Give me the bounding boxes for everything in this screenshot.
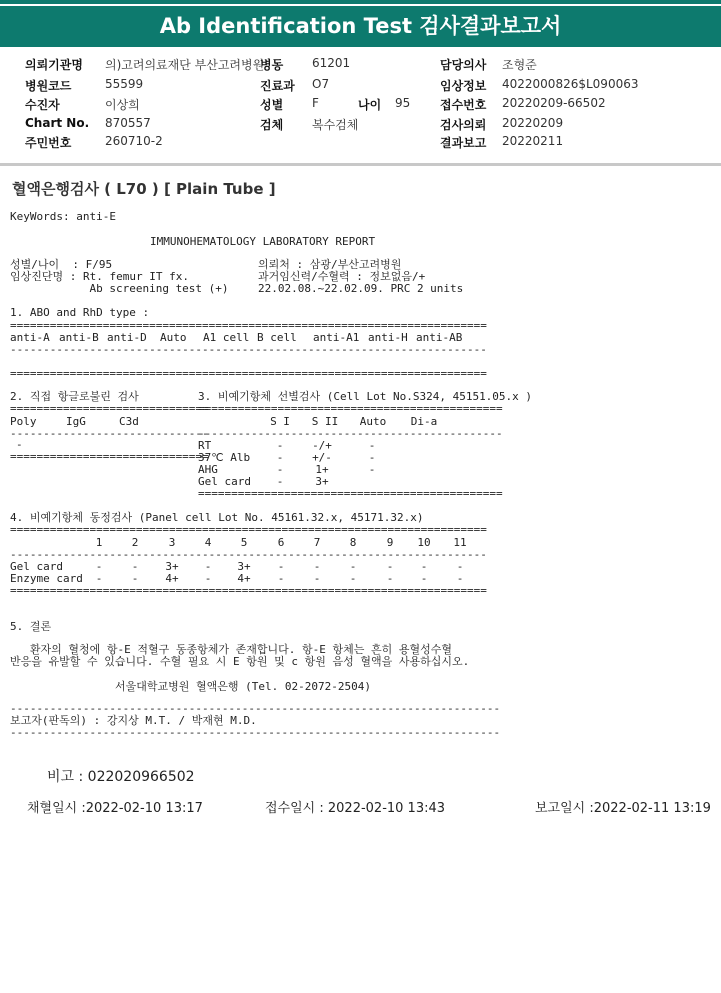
abo-rule-top: ======================================================================== [10, 319, 487, 332]
report-title-bar: Ab Identification Test 검사결과보고서 [0, 6, 721, 47]
dat-section-title: 2. 직접 항글로불린 검사 [10, 390, 139, 403]
chart-label: Chart No. [25, 116, 90, 130]
transfusion-line: 22.02.08.~22.02.09. PRC 2 units [258, 282, 464, 295]
panel-row-value: 3+ [237, 560, 251, 573]
conclusion-line-2: 반응을 유발할 수 있습니다. 수혈 필요 시 E 항원 및 c 항원 음성 혈액을 사용하십시오. [10, 655, 470, 668]
panel-section-title: 4. 비예기항체 동정검사 (Panel cell Lot No. 45161.32.x, 45171.32.x) [10, 511, 424, 524]
panel-row-value: - [204, 560, 212, 573]
panel-row-value: - [277, 572, 285, 585]
screen-row-label: 37℃ Alb [198, 451, 251, 464]
reporter-rule-bottom: -------------------------------------------------------------------------- [10, 726, 501, 739]
panel-row-value: - [131, 560, 139, 573]
ward-label: 병동 [260, 58, 284, 72]
hospcode-value: 55599 [105, 77, 144, 91]
hospital-contact: 서울대학교병원 혈액은행 (Tel. 02-2072-2504) [115, 680, 371, 693]
panel-row-value: - [313, 572, 321, 585]
screen-row-label: RT [198, 439, 212, 452]
requester-line: 의뢰처 : 삼광/부산고려병원 [258, 258, 402, 271]
screen-rule-top: ============================================== [198, 402, 503, 415]
panel-row-value: - [204, 572, 212, 585]
panel-row-value: 4+ [165, 572, 179, 585]
panel-row-value: - [420, 560, 428, 573]
reqdate-label: 검사의뢰 [440, 118, 487, 132]
top-accent-line [0, 0, 721, 4]
abo-rule-bottom: ======================================================================== [10, 367, 487, 380]
received-datetime: 접수일시 : 2022-02-10 13:43 [265, 801, 446, 816]
reported-datetime: 보고일시 :2022-02-11 13:19 [535, 801, 711, 816]
screen-row-value: 1+ [315, 463, 329, 476]
dat-rule-mid: ------------------------------ [10, 427, 209, 440]
panel-header-5: 6 [277, 536, 285, 549]
panel-row-value: - [131, 572, 139, 585]
screen-rule-bottom: ============================================== [198, 487, 503, 500]
patient-value: 이상희 [105, 98, 140, 112]
keywords: KeyWords: anti-E [10, 210, 116, 223]
panel-row-value: - [95, 572, 103, 585]
panel-header-0: 1 [95, 536, 103, 549]
abo-section-title: 1. ABO and RhD type : [10, 306, 150, 319]
specimen-value: 복수검체 [312, 118, 359, 132]
panel-row-value: - [313, 560, 321, 573]
receipt-label: 접수번호 [440, 98, 487, 112]
sex-value: F [312, 96, 319, 110]
panel-row-value: - [277, 560, 285, 573]
age-label: 나이 [358, 98, 382, 112]
panel-header-2: 3 [168, 536, 176, 549]
panel-row-value: - [386, 572, 394, 585]
dat-rule-top: ============================== [10, 402, 209, 415]
collected-datetime: 채혈일시 :2022-02-10 13:17 [27, 801, 203, 816]
panel-rule-mid: ------------------------------------------------------------------------ [10, 548, 487, 561]
abo-header-0: anti-A [10, 331, 50, 344]
chart-value: 870557 [105, 116, 151, 130]
screen-row-value: - [276, 439, 284, 452]
reporter-rule-top: -------------------------------------------------------------------------- [10, 702, 501, 715]
abo-rule-mid: ------------------------------------------------------------------------ [10, 343, 487, 356]
institution-label: 의뢰기관명 [25, 58, 83, 72]
screen-row-value: -/+ [312, 439, 332, 452]
screen-row-value: - [276, 475, 284, 488]
panel-row-value: - [349, 560, 357, 573]
reportdate-label: 결과보고 [440, 136, 487, 150]
history-line: 과거임신력/수혈력 : 정보없음/+ [258, 270, 426, 283]
report-heading: IMMUNOHEMATOLOGY LABORATORY REPORT [150, 235, 376, 248]
panel-rule-bottom: ======================================================================== [10, 584, 487, 597]
panel-row-value: - [456, 572, 464, 585]
sex-label: 성별 [260, 98, 284, 112]
reporter-line: 보고자(판독의) : 강지상 M.T. / 박재현 M.D. [10, 714, 257, 727]
screen-row-value: - [368, 463, 376, 476]
rrn-value: 260710-2 [105, 134, 163, 148]
patient-label: 수진자 [25, 98, 60, 112]
screen-section-title: 3. 비예기항체 선별검사 (Cell Lot No.S324, 45151.05.x ) [198, 390, 533, 403]
dat-header-0: Poly [10, 415, 37, 428]
dept-value: O7 [312, 77, 330, 91]
hospcode-label: 병원코드 [25, 79, 72, 93]
panel-row-value: - [95, 560, 103, 573]
panel-header-7: 8 [349, 536, 357, 549]
screen-row-value: +/- [312, 451, 332, 464]
panel-row-value: 3+ [165, 560, 179, 573]
reqdate-value: 20220209 [502, 116, 564, 130]
panel-header-8: 9 [386, 536, 394, 549]
doctor-value: 조형준 [502, 58, 537, 72]
screen-header-0: S I [270, 415, 290, 428]
abo-header-6: anti-A1 [313, 331, 360, 344]
screen-rule-mid: ---------------------------------------------- [198, 427, 503, 440]
screen-row-value: - [276, 463, 284, 476]
abo-header-5: B cell [257, 331, 297, 344]
screen-header-2: Auto [359, 415, 387, 428]
specimen-label: 검체 [260, 118, 284, 132]
dat-rule-bottom: ============================== [10, 450, 209, 463]
conclusion-line-1: 환자의 혈청에 항-E 적혈구 동종항체가 존재합니다. 항-E 항체는 흔히 용혈성수혈 [10, 643, 452, 656]
note: 비고 : 022020966502 [47, 769, 195, 785]
doctor-label: 담당의사 [440, 58, 487, 72]
panel-header-1: 2 [131, 536, 139, 549]
panel-row-value: - [386, 560, 394, 573]
screen-row-label: AHG [198, 463, 218, 476]
panel-header-6: 7 [313, 536, 321, 549]
dat-header-2: C3d [119, 415, 139, 428]
receipt-value: 20220209-66502 [502, 96, 606, 110]
ward-value: 61201 [312, 56, 351, 70]
screen-row-value: - [368, 439, 376, 452]
panel-row-label: Enzyme card [10, 572, 83, 585]
conclusion-title: 5. 결론 [10, 620, 52, 633]
panel-header-4: 5 [240, 536, 248, 549]
dept-label: 진료과 [260, 79, 295, 93]
diagnosis-line: 임상진단명 : Rt. femur IT fx. [10, 270, 189, 283]
rrn-label: 주민번호 [25, 136, 72, 150]
age-value: 95 [395, 96, 411, 110]
panel-row-value: - [420, 572, 428, 585]
screen-header-1: S II [311, 415, 339, 428]
clinical-label: 임상정보 [440, 79, 487, 93]
panel-header-9: 10 [417, 536, 431, 549]
panel-row-value: - [456, 560, 464, 573]
screen-row-value: - [276, 451, 284, 464]
reportdate-value: 20220211 [502, 134, 564, 148]
abo-header-1: anti-B [59, 331, 99, 344]
screen-header-3: Di-a [410, 415, 438, 428]
panel-rule-top: ======================================================================== [10, 523, 487, 536]
screen-row-value: - [368, 451, 376, 464]
panel-row-value: - [349, 572, 357, 585]
screen-row-value: 3+ [315, 475, 329, 488]
screening-line: Ab screening test (+) [10, 282, 229, 295]
panel-header-3: 4 [204, 536, 212, 549]
abo-header-4: A1 cell [203, 331, 250, 344]
abo-header-7: anti-H [368, 331, 408, 344]
section-title: 혈액은행검사 ( L70 ) [ Plain Tube ] [12, 180, 276, 198]
abo-header-8: anti-AB [416, 331, 463, 344]
dat-header-1: IgG [66, 415, 86, 428]
dat-value: - [16, 438, 23, 451]
clinical-value: 4022000826$L090063 [502, 77, 639, 91]
institution-value: 의)고려의료재단 부산고려병원 [105, 58, 265, 72]
header-separator [0, 163, 721, 166]
abo-header-2: anti-D [107, 331, 147, 344]
panel-row-value: 4+ [237, 572, 251, 585]
panel-row-label: Gel card [10, 560, 63, 573]
sex-age-line: 성별/나이 : F/95 [10, 258, 113, 271]
abo-header-3: Auto [160, 331, 187, 344]
panel-header-10: 11 [453, 536, 467, 549]
screen-row-label: Gel card [198, 475, 251, 488]
